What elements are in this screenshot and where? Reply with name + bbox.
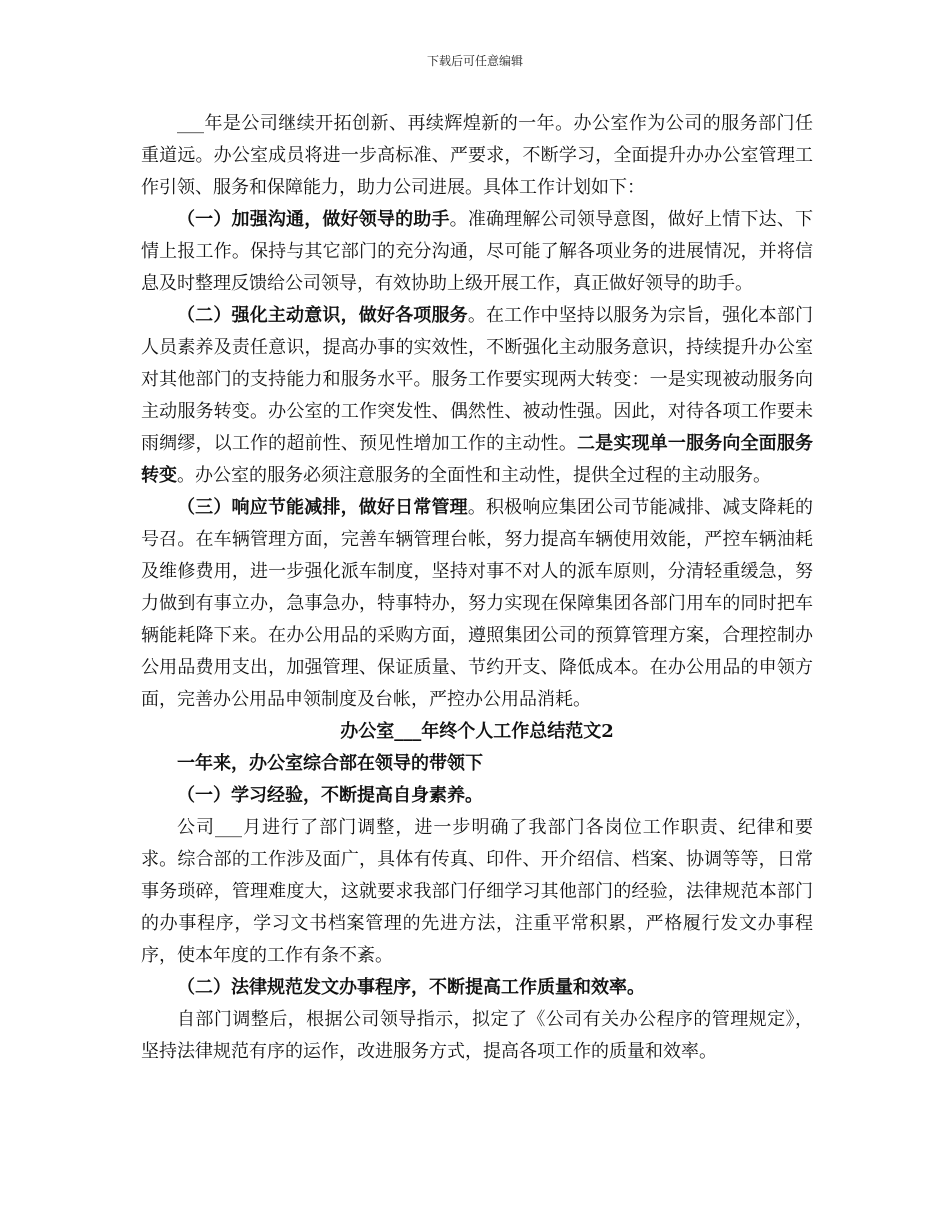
section-1-title: （一）加强沟通，做好领导的助手 <box>177 209 450 230</box>
section-1-text: 。准确理解公司领导意图，做好上情下达、下情上报工作。保持与其它部门的充分沟通，尽可能了解各项业务的进展情况，并将信息及时整理反馈给公司领导，有效协助上级开展工作，真正做好领导的助手。 <box>141 209 814 294</box>
section-3-text: 。积极响应集团公司节能减排、减支降耗的号召。在车辆管理方面，完善车辆管理台帐，努力提高车辆使用效能，严控车辆油耗及维修费用，进一步强化派车制度，坚持对事不对人的派车原则，分清轻重缓急，努力做到有事立办，急事急办，特事特办，努力实现在保障集团各部门用车的同时把车辆能耗降下来。在办公用品的采购方面，遵照集团公司的预算管理方案，合理控制办公用品费用支出，加强管理、保证质量、节约开支、降低成本。在办公用品的申领方面，完善办公用品申领制度及台帐，严控办公用品消耗。 <box>141 497 814 710</box>
section-2-text-a: 。在工作中坚持以服务为宗旨，强化本部门人员素养及责任意识，提高办事的实效性，不断强化主动服务意识，持续提升办公室对其他部门的支持能力和服务水平。服务工作要实现两大转变：一是实现被动服务向主动服务转变。办公室的工作突发性、偶然性、被动性强。因此，对待各项工作要未雨绸缪，以工作的超前性、预见性增加工作的主动性。 <box>141 305 814 454</box>
section-2-paragraph <box>141 300 813 492</box>
article-2-title: 办公室___年终个人工作总结范文2 <box>340 721 614 742</box>
section-2-title: （二）强化主动意识，做好各项服务 <box>177 305 468 326</box>
page-header-note: 下载后可任意编辑 <box>426 54 523 68</box>
document-body <box>141 108 813 1068</box>
article-2-lead: 一年来，办公室综合部在领导的带领下 <box>177 753 483 774</box>
section-3-title: （三）响应节能减排，做好日常管理 <box>177 497 468 518</box>
article-2-paragraph-1: 公司___月进行了部门调整，进一步明确了我部门各岗位工作职责、纪律和要求。综合部的工作涉及面广，具体有传真、印件、开介绍信、档案、协调等等，日常事务琐碎，管理难度大，这就要求我部门仔细学习其他部门的经验，法律规范本部门的办事程序，学习文书档案管理的先进方法，注重平常积累，严格履行发文办事程序，使本年度的工作有条不紊。 <box>141 817 813 966</box>
intro-paragraph: ___年是公司继续开拓创新、再续辉煌新的一年。办公室作为公司的服务部门任重道远。办公室成员将进一步高标准、严要求，不断学习，全面提升办办公室管理工作引领、服务和保障能力，助力公司进展。具体工作计划如下： <box>141 113 813 198</box>
section-2-bold-point: 二是实现单一服务向全面服务转变 <box>141 433 813 486</box>
section-3-paragraph <box>141 492 813 716</box>
article-2-heading-1: （一）学习经验，不断提高自身素养。 <box>177 785 483 806</box>
article-2-heading-2: （二）法律规范发文办事程序，不断提高工作质量和效率。 <box>177 977 645 998</box>
section-1-paragraph <box>141 204 813 300</box>
article-2-paragraph-2: 自部门调整后，根据公司领导指示，拟定了《公司有关办公程序的管理规定》，坚持法律规范有序的运作，改进服务方式，提高各项工作的质量和效率。 <box>141 1009 813 1062</box>
section-2-text-b: 。办公室的服务必须注意服务的全面性和主动性，提供全过程的主动服务。 <box>177 465 771 486</box>
